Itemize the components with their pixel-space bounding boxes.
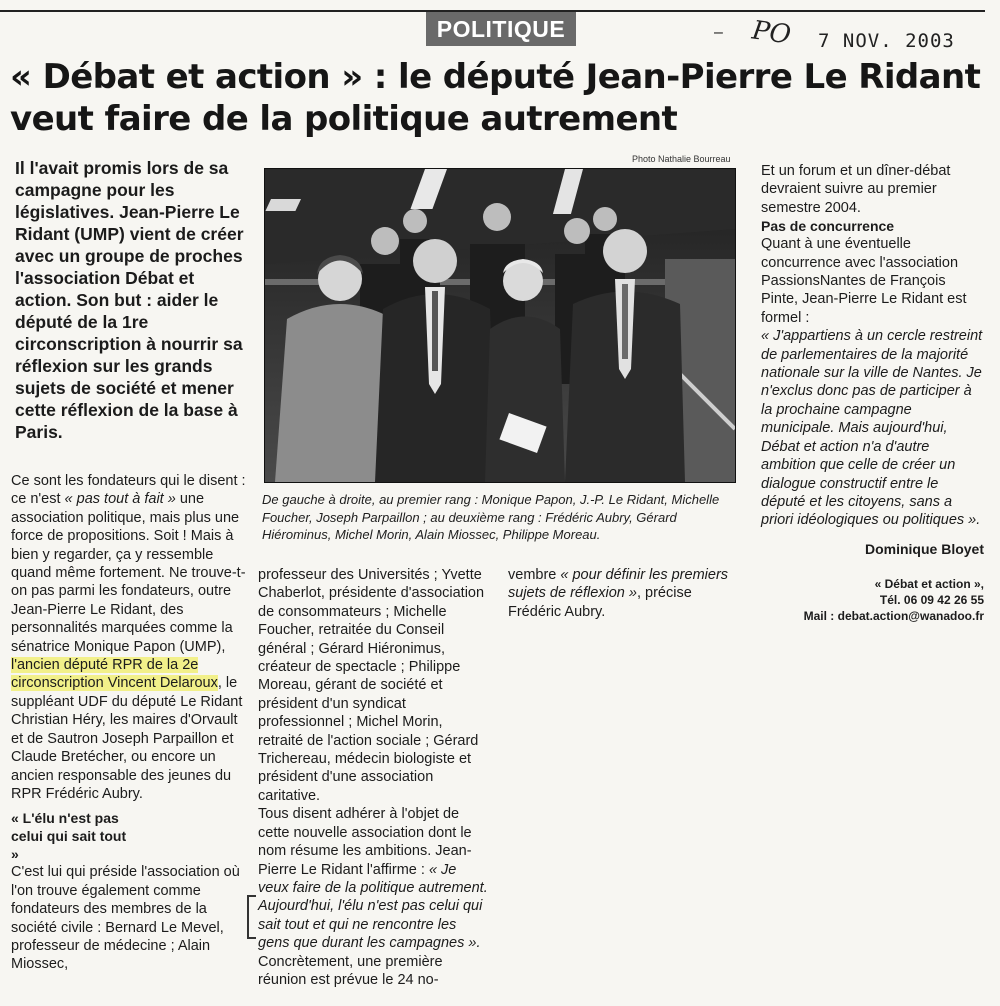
inline-quote: « pour définir les premiers sujets de réflexion » xyxy=(508,567,729,602)
lead-paragraph: Il l'avait promis lors de sa campagne pour les législatives. Jean-Pierre Le Ridant (UMP) vient de créer avec un groupe de proches l'association Débat et action. Son but : aider le député de la 1re circonscription à nourrir sa réflexion sur les grands sujets de société et mener cette réflexion de la base à Paris. xyxy=(15,158,244,442)
intertitle: Pas de concurrence xyxy=(761,218,895,235)
inline-quote: « J'appartiens à un cercle restreint de parlementaires de la majorité nationale sur la ville de Nantes. Je n'exclus donc pas de participer à la prochaine campagne municipale. Mais aujourd'hui, Débat et action n'a d'autre ambition que celle de créer un dialogue constructif entre le député et les citoyens, sans a priori idéologiques ou politiques ». xyxy=(761,328,983,529)
body-paragraph xyxy=(258,805,490,989)
headline: « Débat et action » : le député Jean-Pierre Le Ridant veut faire de la politique autrement xyxy=(10,57,981,139)
author-signature: Dominique Bloyet xyxy=(864,540,984,557)
group-photo xyxy=(264,168,736,483)
highlighted-text: l'ancien député RPR de la 2e circonscription Vincent Delaroux xyxy=(11,657,218,692)
article-column-4 xyxy=(761,162,984,624)
body-paragraph: professeur des Universités ; Yvette Chaberlot, présidente d'association de consommateurs ; Michelle Foucher, retraitée du Conseil général ; Gérard Hiéronimus, créateur de spectacle ; Philippe Moreau, gérant de société et président d'un syndicat professionnel ; Michel Morin, retraité de l'action sociale ; Gérard Trichereau, médecin biologiste et président d'une association caritative. xyxy=(258,567,485,804)
body-text: , précise Frédéric Aubry. xyxy=(508,585,692,620)
article-column-1 xyxy=(11,472,249,974)
contact-name: « Débat et action », xyxy=(874,577,984,592)
contact-phone: Tél. 06 09 42 26 55 xyxy=(879,593,984,608)
body-text: , le suppléant UDF du député Le Ridant Christian Héry, les maires d'Orvault et de Sautron Joseph Parpaillon et Claude Bretécher, ou encore un ancien responsable des jeunes du RPR Frédéric Aubry. xyxy=(11,675,243,802)
article-column-2 xyxy=(258,566,490,989)
photo-caption: De gauche à droite, au premier rang : Monique Papon, J.-P. Le Ridant, Michelle Foucher, Joseph Parpaillon ; au deuxième rang : Frédéric Aubry, Gérard Hiérominus, Michel Morin, Alain Miossec, Philippe Moreau. xyxy=(262,492,720,542)
body-text: Tous disent adhérer à l'objet de cette nouvelle association dont le nom résume les ambitions. Jean-Pierre Le Ridant l'affirme : xyxy=(258,806,472,878)
body-text: Ce sont les fondateurs qui le disent : ce n'est xyxy=(11,473,246,508)
body-paragraph: Et un forum et un dîner-débat devraient suivre au premier semestre 2004. xyxy=(761,163,951,216)
body-text: vembre xyxy=(508,567,561,583)
body-paragraph: Quant à une éventuelle concurrence avec l'association PassionsNantes de François Pinte, Jean-Pierre Le Ridant est formel : xyxy=(761,236,967,326)
inline-quote: « Je veux faire de la politique autrement. Aujourd'hui, l'élu n'est pas celui qui sait tout et qui ne rencontre les gens que durant les campagnes ». xyxy=(258,861,488,952)
inline-quote: « pas tout à fait » xyxy=(64,491,176,508)
date-stamp: 7 NOV. 2003 xyxy=(818,30,955,52)
photo-credit: Photo Nathalie Bourreau xyxy=(632,154,731,164)
body-text: une association politique, mais plus une force de propositions. Soit ! Mais à bien y regarder, ça y ressemble quand même fortement. Ne trouve-t-on pas parmi les fondateurs, outre Jean-Pierre Le Ridant, des personnalités marquées comme la sénatrice Monique Papon (UMP), xyxy=(11,491,246,655)
body-paragraph xyxy=(508,566,738,621)
body-paragraph xyxy=(11,472,249,803)
contact-mail: Mail : debat.action@wanadoo.fr xyxy=(803,609,984,624)
section-label: POLITIQUE xyxy=(426,12,576,46)
body-text: Concrètement, une première réunion est prévue le 24 no- xyxy=(258,953,443,988)
quote-paragraph xyxy=(761,327,984,529)
handwritten-dash: – xyxy=(714,24,723,41)
handwritten-note: PO xyxy=(750,15,793,51)
pen-bracket-mark xyxy=(247,895,256,939)
intertitle: « L'élu n'est pas celui qui sait tout » xyxy=(11,810,127,863)
body-paragraph: C'est lui qui préside l'association où l'on trouve également comme fondateurs des membres de la société civile : Bernard Le Mevel, professeur de médecine ; Alain Miossec, xyxy=(11,864,240,973)
article-column-3 xyxy=(508,566,738,621)
group-photo-illustration xyxy=(265,169,735,482)
